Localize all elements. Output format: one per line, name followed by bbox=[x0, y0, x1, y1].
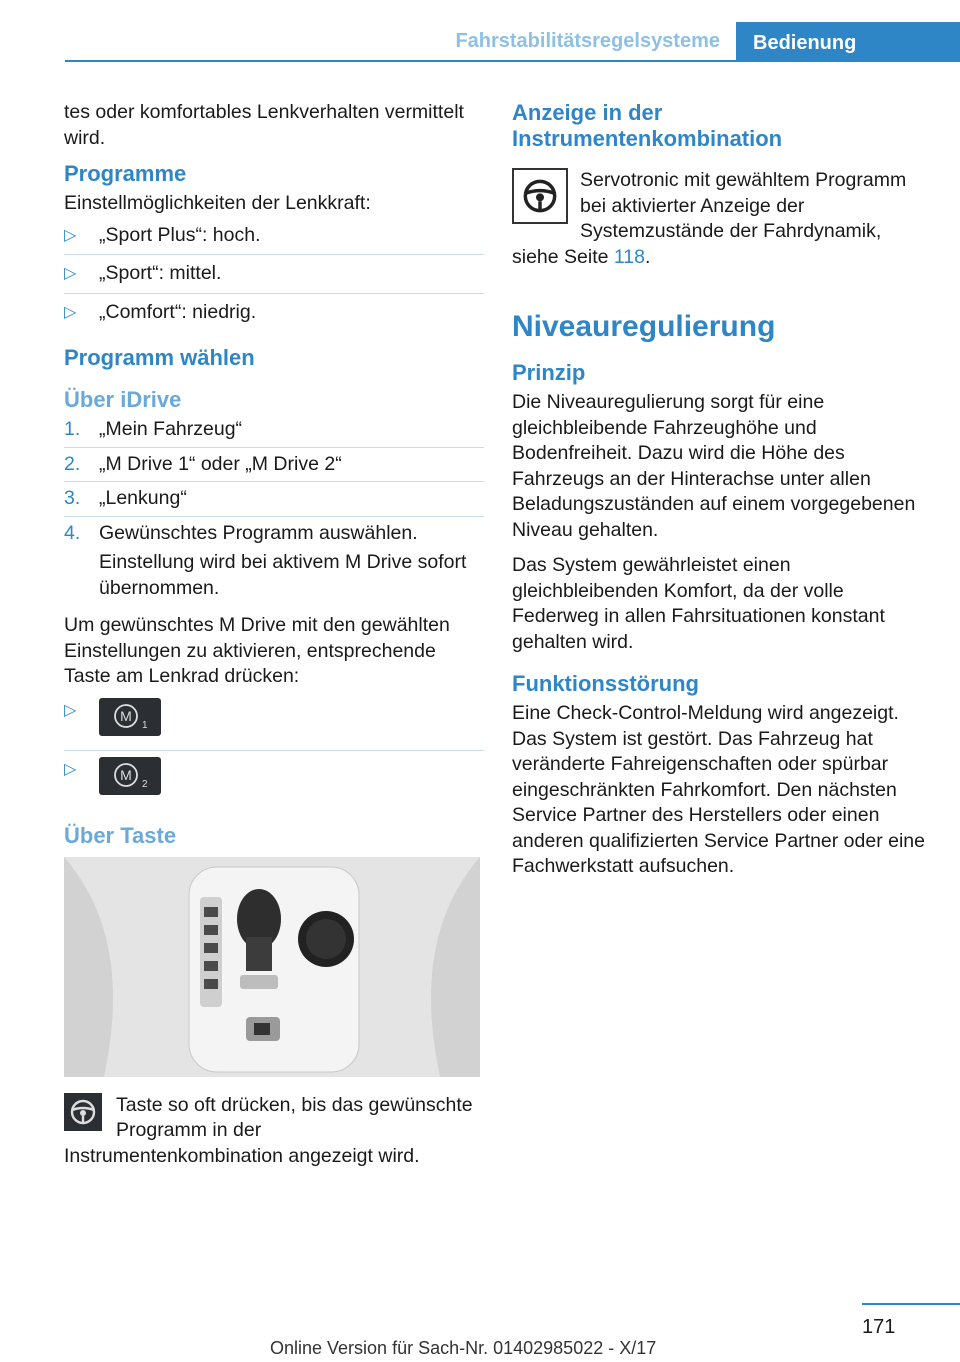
programm-waehlen-heading: Programm wählen bbox=[64, 345, 255, 370]
prinzip-paragraph-2: Das System gewährleistet einen gleichbleibenden Komfort, da der volle Federweg in allen Fahrsituationen konstant gehalten wird. bbox=[512, 554, 885, 653]
idrive-heading: Über iDrive bbox=[64, 387, 182, 412]
list-item: 4. Gewünschtes Programm auswählen. Einstellung wird bei aktivem M Drive sofort übernommen. bbox=[64, 521, 484, 606]
svg-text:1: 1 bbox=[142, 719, 148, 731]
m-drive-2-button-icon bbox=[99, 757, 161, 795]
anzeige-block: Servotronic mit gewähltem Programm bei aktivierter Anzeige der Systemzustände der Fahrdynamik, siehe Seite 118. bbox=[512, 169, 907, 268]
header-section-title: Fahrstabilitätsregelsysteme bbox=[455, 30, 720, 52]
left-column bbox=[64, 100, 484, 1169]
header-rule bbox=[65, 60, 960, 62]
list-item: 2. „M Drive 1“ oder „M Drive 2“ bbox=[64, 452, 484, 483]
right-column bbox=[512, 100, 932, 890]
stoerung-heading: Funktionsstörung bbox=[512, 671, 699, 696]
list-item bbox=[64, 698, 484, 751]
mdrive-buttons-list bbox=[64, 698, 484, 809]
taste-text: Taste so oft drücken, bis das gewünschte Programm in der Instrumentenkombination angezeigt wird. bbox=[64, 1093, 473, 1167]
prinzip-heading: Prinzip bbox=[512, 360, 586, 385]
list-item: ▷ „Sport Plus“: hoch. bbox=[64, 223, 484, 256]
taste-heading: Über Taste bbox=[64, 822, 177, 848]
prinzip-paragraph-1: Die Niveauregulierung sorgt für eine gleichbleibende Fahrzeughöhe und Bodenfreiheit. Dazu wird die Höhe des Fahrzeugs an der Hinterachse unter allen Beladungszuständen auf einem vorgegebenen Niveau gehalten. bbox=[512, 391, 916, 541]
triangle-bullet-icon: ▷ bbox=[64, 760, 77, 778]
programme-list bbox=[64, 223, 484, 332]
list-item: ▷ „Sport“: mittel. bbox=[64, 261, 484, 294]
triangle-bullet-icon: ▷ bbox=[64, 701, 77, 719]
taste-instruction bbox=[64, 1093, 484, 1170]
list-item: 3. „Lenkung“ bbox=[64, 486, 484, 517]
list-item bbox=[64, 757, 484, 809]
niveau-heading: Niveauregulierung bbox=[512, 310, 776, 343]
svg-text:M: M bbox=[120, 766, 132, 783]
svg-text:M: M bbox=[120, 707, 132, 724]
anzeige-text: Servotronic mit gewähltem Programm bei aktivierter Anzeige der Systemzustände der Fahrdynamik, siehe Seite bbox=[512, 169, 907, 268]
triangle-bullet-icon: ▷ bbox=[64, 226, 77, 244]
page-link-118[interactable]: 118 bbox=[613, 245, 645, 268]
step4-note: Einstellung wird bei aktivem M Drive sofort übernommen. bbox=[99, 551, 467, 599]
list-item: ▷ „Comfort“: niedrig. bbox=[64, 300, 484, 332]
triangle-bullet-icon: ▷ bbox=[64, 303, 77, 321]
footer-text: Online Version für Sach-Nr. 01402985022 - X/17 bbox=[270, 1338, 657, 1358]
list-item: 1. „Mein Fahrzeug“ bbox=[64, 417, 484, 448]
anzeige-heading: Anzeige in der Instrumentenkombination bbox=[512, 100, 783, 151]
intro-text: tes oder komfortables Lenkverhalten vermittelt wird. bbox=[64, 101, 464, 149]
m-drive-1-button-icon bbox=[99, 698, 161, 736]
mdrive-text: Um gewünschtes M Drive mit den gewählten Einstellungen zu aktivieren, entsprechende Taste am Lenkrad drücken: bbox=[64, 614, 450, 687]
svg-text:2: 2 bbox=[142, 778, 148, 790]
header-tab-bedienung[interactable]: Bedienung bbox=[736, 22, 960, 62]
center-console-image bbox=[64, 857, 480, 1077]
footer-rule bbox=[862, 1303, 960, 1305]
programme-heading: Programme bbox=[64, 161, 187, 186]
stoerung-text: Eine Check-Control-Meldung wird angezeigt. Das System ist gestört. Das Fahrzeug hat veränderte Fahreigenschaften oder spürbar eingeschränkten Fahrkomfort. Den nächsten Service Partner des Herstellers oder einen anderen qualifizierten Service Partner oder eine Fachwerkstatt aufsuchen. bbox=[512, 702, 925, 877]
programme-text: Einstellmöglichkeiten der Lenkkraft: bbox=[64, 192, 371, 214]
triangle-bullet-icon: ▷ bbox=[64, 265, 77, 282]
steering-wheel-icon bbox=[512, 168, 568, 224]
steering-wheel-button-icon bbox=[64, 1093, 102, 1131]
page-number: 171 bbox=[862, 1316, 896, 1338]
steps-list bbox=[64, 417, 484, 605]
